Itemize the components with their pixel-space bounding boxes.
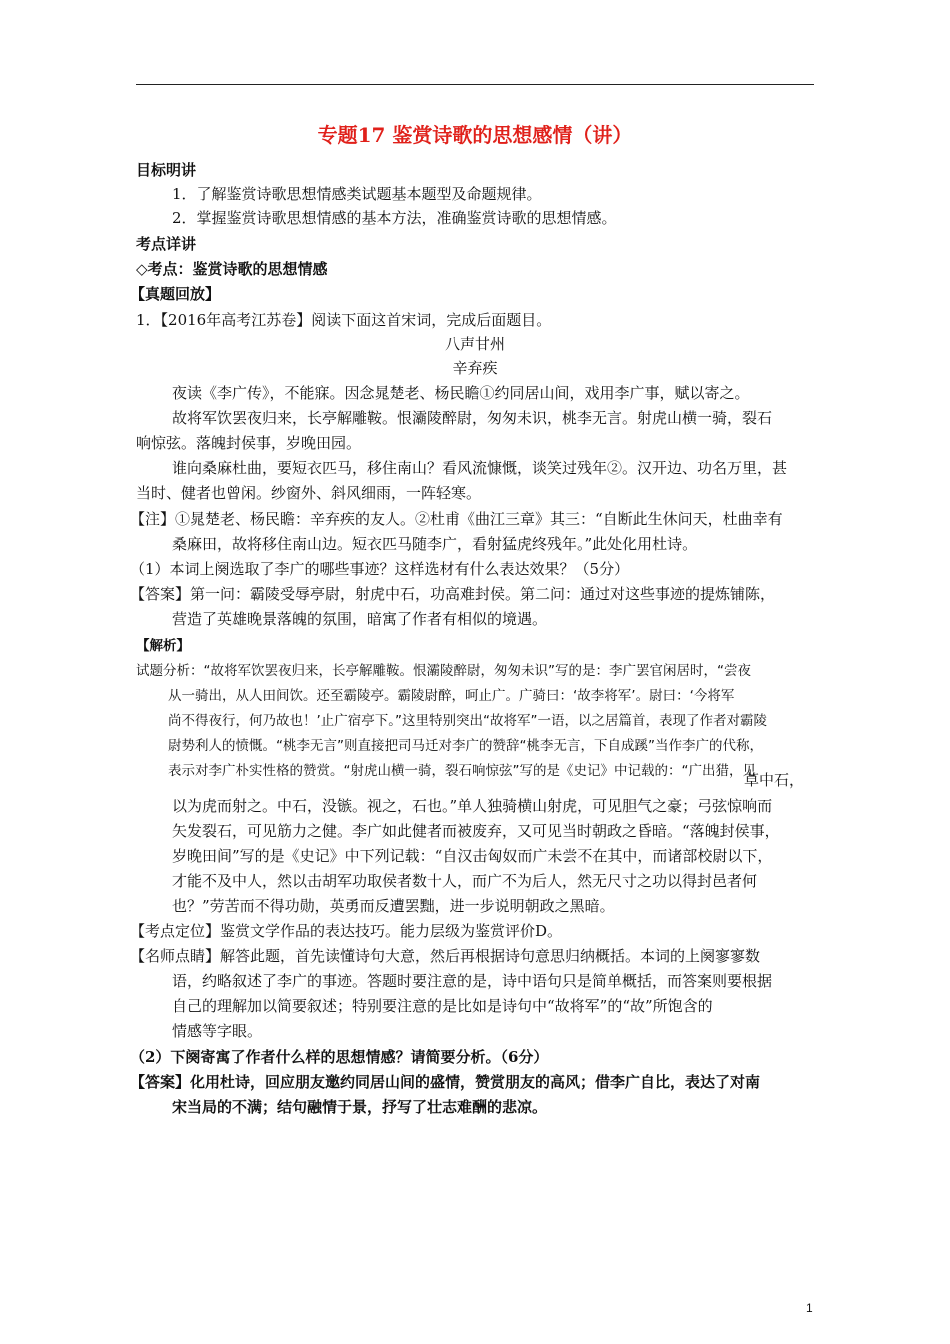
jiexi-scan-line: 从一骑出，从人田间饮。还至霸陵亭。霸陵尉醉，呵止广。广骑曰：‘故李将军’。尉曰：‘今将军 [168,688,735,704]
poem-line: 当时、健者也曾闲。纱窗外、斜风细雨，一阵轻寒。 [136,484,482,502]
jiexi-scan-line: 表示对李广朴实性格的赞赏。“射虎山横一骑，裂石响惊弦”写的是《史记》中记载的：“广出猎，见 [168,763,756,779]
mingshi-line: 【名师点睛】解答此题，首先读懂诗句大意，然后再根据诗句意思归纳概括。本词的上阕寥寥数 [130,947,761,965]
poem-line: 响惊弦。落魄封侯事，岁晚田园。 [136,434,362,452]
jiexi-tail: 草中石， [744,771,805,789]
jiexi-scan-line: 尚不得夜行，何乃故也！’止广宿亭下。”这里特别突出“故将军”一语，以之居篇首，表现了作者对霸陵 [168,713,768,729]
section-heading: 考点详讲 [136,235,197,253]
poem-line: 谁向桑麻杜曲，要短衣匹马，移住南山？看风流慷慨，谈笑过残年②。汉开边、功名万里，甚 [172,459,788,477]
goal-item: 2．掌握鉴赏诗歌思想情感的基本方法，准确鉴赏诗歌的思想情感。 [172,209,617,227]
header-rule [136,84,814,85]
answer-2-line: 宋当局的不满；结句融情于景，抒写了壮志难酬的悲凉。 [172,1098,548,1116]
note-line: 桑麻田，故将移住南山边。短衣匹马随李广，看射猛虎终残年。”此处化用杜诗。 [172,535,698,553]
note-line: 【注】①晁楚老、杨民瞻：辛弃疾的友人。②杜甫《曲江三章》其三：“自断此生休问天，杜曲幸有 [130,510,783,528]
question-2: （2）下阕寄寓了作者什么样的思想情感？请简要分析。（6分） [130,1048,549,1066]
poem-title: 八声甘州 [444,335,505,353]
kaodian-heading: ◇考点：鉴赏诗歌的思想情感 [136,260,328,278]
poem-line: 故将军饮罢夜归来，长亭解雕鞍。恨灞陵醉尉，匆匆未识，桃李无言。射虎山横一骑，裂石 [172,409,773,427]
answer-2-line: 【答案】化用杜诗，回应朋友邀约同居山间的盛情，赞赏朋友的高风；借李广自比，表达了对南 [130,1073,761,1091]
mingshi-line: 语，约略叙述了李广的事迹。答题时要注意的是，诗中语句只是简单概括，而答案则要根据 [172,972,773,990]
mingshi-line: 情感等字眼。 [172,1022,263,1040]
jiexi-scan-line: 试题分析：“故将军饮罢夜归来，长亭解雕鞍。恨灞陵醉尉，匆匆未识”写的是：李广罢官闲居时，“尝夜 [136,663,751,679]
goals-heading: 目标明讲 [136,161,197,179]
jiexi-line: 也？”劳苦而不得功勋，英勇而反遭罢黜，进一步说明朝政之黑暗。 [172,897,615,915]
jiexi-label: 【解析】 [136,638,190,654]
jiexi-line: 矢发裂石，可见筋力之健。李广如此健者而被废弃，又可见当时朝政之昏暗。“落魄封侯事， [172,822,780,840]
page-number: 1 [806,1301,813,1315]
jiexi-line: 以为虎而射之。中石，没镞。视之，石也。”单人独骑横山射虎，可见胆气之豪；弓弦惊响而 [172,797,773,815]
question-1: （1）本词上阕选取了李广的哪些事迹？这样选材有什么表达效果？（5分） [130,560,630,578]
question-intro: 1．【2016年高考江苏卷】阅读下面这首宋词，完成后面题目。 [136,311,552,329]
page-title: 专题17 鉴赏诗歌的思想感情（讲） [317,123,633,147]
goal-item: 1．了解鉴赏诗歌思想情感类试题基本题型及命题规律。 [172,185,542,203]
kaodian-dingwei: 【考点定位】鉴赏文学作品的表达技巧。能力层级为鉴赏评价D。 [130,922,563,940]
jiexi-scan-line: 尉势利人的愤慨。“桃李无言”则直接把司马迁对李广的赞辞“桃李无言，下自成蹊”当作李广的代称， [168,738,763,754]
answer-1-line: 【答案】第一问：霸陵受辱亭尉，射虎中石，功高难封侯。第二问：通过对这些事迹的提炼铺陈， [130,585,776,603]
jiexi-line: 岁晚田间”写的是《史记》中下列记载：“自汉击匈奴而广未尝不在其中，而诸部校尉以下， [172,847,773,865]
answer-1-line: 营造了英雄晚景落魄的氛围，暗寓了作者有相似的境遇。 [172,610,548,628]
zhenti-heading: 【真题回放】 [130,285,221,303]
jiexi-line: 才能不及中人，然以击胡军功取侯者数十人，而广不为后人，然无尺寸之功以得封邑者何 [172,872,758,890]
poem-preface: 夜读《李广传》，不能寐。因念晁楚老、杨民瞻①约同居山间，戏用李广事，赋以寄之。 [172,384,750,402]
mingshi-line: 自己的理解加以简要叙述；特别要注意的是比如是诗句中“故将军”的“故”所饱含的 [172,997,713,1015]
poem-author: 辛弃疾 [452,359,498,377]
